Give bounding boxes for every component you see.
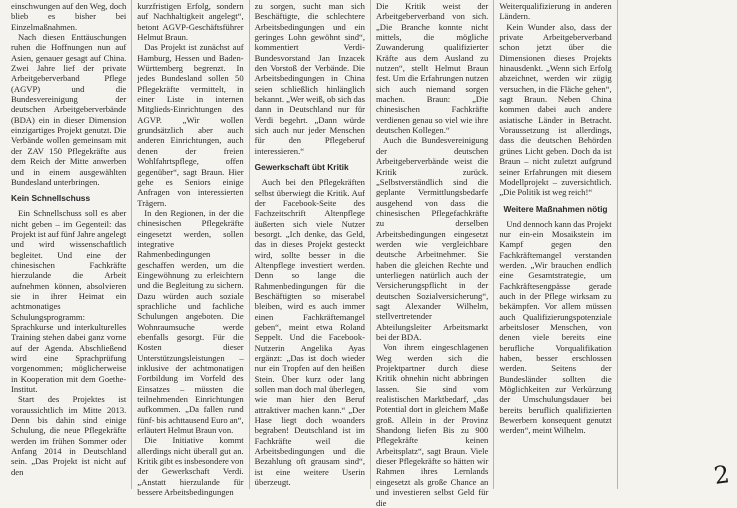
article-paragraph: Und dennoch kann das Projekt nur ein-ein Mosaikstein im Kampf gegen den Fachkräftemangel verstanden werden. „Wir brauchen endlich eine Gesamtstrategie, um Fachkräftesengpässe gerade auch in der Pflege wirksam zu bekämpfen. Vor allem müssen auch Qualifizierungspotenziale arbeitsloser Menschen, von denen viele bereits eine berufliche Vorqualifikation haben, besser erschlossen werden. Seitens der Bundesländer sollten die Möglichkeiten zur Verkürzung der Umschulungsdauer bei bereits beruflich qualifizierten Bewerbern konsequent genutzt werden“, meint Wilhelm. xyxy=(499,218,612,436)
page-number: 2 xyxy=(711,460,731,490)
article-paragraph: Kein Wunder also, dass der private Arbeitgeberverband schon jetzt über die Dimensionen dieses Projekts hinausdenkt. „Wenn sich Erfolg abzeichnet, werden wir zügig versuchen, in die Fläche gehen“, sagt Braun. Neben China kommen dabei auch andere asiatische Länder in Betracht. Voraussetzung ist allerdings, dass die deutschen Behörden grünes Licht geben. Doch da ist Braun – nicht zuletzt aufgrund seiner Erfahrungen mit diesem Modellprojekt – zuversichtlich. „Die Politik ist weg reich!“ xyxy=(499,21,612,198)
article-paragraph: Start des Projektes ist voraussichtlich im Mitte 2013. Denn bis dahin sind einige Schulung, die neue Pflegekräfte werden im frühen Sommer oder Anfang 2014 in Deutschland sein. „Das Projekt ist nicht auf den xyxy=(11,394,127,477)
column-3 xyxy=(250,0,371,489)
column-1 xyxy=(6,0,132,489)
article-paragraph: Auch die Bundesvereinigung der deutschen Arbeitgeberverbände weist die Kritik zurück. „Selbstverständlich sind die geplante Vermittlungsbedarfe ausgehend von dass die chinesischen Pflegefachkräfte zu derselben Arbeitsbedingungen eingesetzt werden wie vergleichbare deutsche Arbeitnehmer. Sie haben die gleichen Rechte und unterliegen natürlich auch der Versicherungspflicht in der deutschen Sozialversicherung“, sagt Alexander Wilhelm, stellvertretender Abteilungsleiter Arbeitsmarkt bei der BDA. xyxy=(375,135,489,342)
article-paragraph: Die Kritik weist der Arbeitgeberverband von sich. „Die Branche konnte nicht mittels, die mögliche Zuwanderung qualifizierter Kräfte aus dem Ausland zu nutzen“, stellt Helmut Braun fest. Um die Erfahrungen nutzen sich auch niemand sorgen machen. Braun: „Die chinesischen Fachkräfte verdienen genau so viel wie ihre deutschen Kollegen.“ xyxy=(375,1,489,136)
article-paragraph: Auch bei den Pflegekräften selbst überwiegt die Kritik. Auf der Facebook-Seite des Fachzeitschrift Altenpflege äußerten sich viele Nutzer besorgt. „Ich denke, das Geld, das in dieses Projekt gesteckt wird, sollte besser in die Altenpflege investiert werden. Denn so lange die Rahmenbedingungen für die Beschäftigten so miserabel bleiben, wird es auch immer einen Fachkräftemangel geben“, meint etwa Roland Seppelt. Und die Facebook-Nutzerin Angelika Ayas ergänzt: „Das ist doch wieder nur ein Tropfen auf den heißen Stein. Über kurz oder lang sollen man doch mal überlegen, wie man hier den Beruf attraktiver machen kann.“ „Der Hase liegt doch woanders begraben! Deutschland ist im Fachkräfte weil die Arbeitsbedingungen und die Bezahlung oft grausam sind“, ist eine weitere Userin überzeugt. xyxy=(254,177,365,488)
article-paragraph: zu sorgen, sucht man sich Beschäftigte, die schlechtere Arbeitsbedingungen und ein geringes Lohn gewöhnt sind“, kommentiert Verdi-Bundesvorstand Jan Inzacek den Vorstoß der Verbände. Die Arbeitsbedingungen in China seien schließlich hinlänglich bekannt. „Wer weiß, ob sich das dann in Deutschland nur für Verdi begehrt. „Dann würde sich auch nur jeder Menschen für den Pflegeberuf interessieren.“ xyxy=(254,1,365,156)
article-paragraph: Die Initiative kommt allerdings nicht überall gut an. Kritik gibt es insbesondere von der Gewerkschaft Verdi. „Anstatt hierzulande für bessere Arbeitsbedingungen xyxy=(137,435,244,498)
article-paragraph: Nach diesen Enttäuschungen ruhen die Hoffnungen nun auf Asien, genauer gesagt auf China. Zwei Jahre lief der private Arbeitgeberverband Pflege (AGVP) und die Bundesvereinigung der deutschen Arbeitgeberverbände (BDA) ein in dieser Dimension einzigartiges Projekt genutzt. Die Verbände wollen gemeinsam mit der ZAV 150 Pflegekräfte aus dem Reich der Mitte anwerben und in einem ausgewählten Bundesland unterbringen. xyxy=(11,32,127,187)
article-paragraph: kurzfristigen Erfolg, sondern auf Nachhaltigkeit angelegt“, betont AGVP-Geschäftsführer Helmut Braun. xyxy=(137,1,244,43)
column-2 xyxy=(132,0,249,498)
article-paragraph: einschwungen auf den Weg, doch blieb es bisher bei Einzelmaßnahmen. xyxy=(11,1,127,32)
section-heading: Weitere Maßnahmen nötig xyxy=(503,203,608,214)
article-paragraph: Von ihrem eingeschlagenen Weg werden sich die Projektpartner durch diese Kritik ohnehin nicht abbringen lassen. Sie sind vom realistischen Marktbedarf, „das Potential dort in gleichem Maße groß. Allein in der Provinz Shandong liefen Bis zu 900 Pflegekräfte keinen Arbeitsplatz“, sagt Braun. Viele dieser Pflegekräfte so hätten wir Rahmen ihres Lernlands eingesetzt als große Chance an und investieren selbst Geld für die xyxy=(375,342,489,508)
column-5 xyxy=(494,0,617,489)
section-heading: Gewerkschaft übt Kritik xyxy=(254,162,349,173)
article-paragraph: In den Regionen, in der die chinesischen Pflegekräfte eingesetzt werden, sollen integrative Rahmenbedingungen geschaffen werden, um die Eingewöhnung zu erleichtern und die Begleitung zu sichern. Dazu würden auch soziale sprachliche und fachliche Schulungen angeboten. Die Wohnraumsuche werde ebenfalls gesorgt. Für die Kosten dieser Unterstützungsleistungen – inklusive der achtmonatigen Fortbildung im Vorfeld des Einsatzes – müssten die teilnehmenden Einrichtungen aufkommen. „Da fallen rund fünf- bis achttausend Euro an“, erläutert Helmut Braun von. xyxy=(137,207,244,436)
article-paragraph: Das Projekt ist zunächst auf Hamburg, Hessen und Baden-Württemberg begrenzt. In jedes Bundesland sollen 50 Pflegekräfte vermittelt, in einer Liste in internen Mitglieds-Einrichtungen des AGVP. „Wir wollen grundsätzlich aber auch anderen Einrichtungen, auch denen der freien Wohlfahrtspflege, offen gegenüber“, sagt Braun. Hier gehe es Seniors einige Anfragen von interessierten Trägern. xyxy=(137,42,244,208)
column-6 xyxy=(618,0,733,489)
column-4 xyxy=(371,0,494,508)
article-paragraph: Weiterqualifizierung in anderen Ländern. xyxy=(499,1,612,22)
section-heading: Kein Schnellschuss xyxy=(11,193,91,204)
article-paragraph: Ein Schnellschuss soll es aber nicht geben – im Gegenteil: das Projekt ist auf fünf Jahre angelegt und wird wissenschaftlich begleitet. Und eine der chinesischen Fachkräfte hierzulande die Arbeit aufnehmen können, absolvieren sie in ihrer Heimat ein achtmonatiges Schulungsprogramm: Sprachkurse und interkulturelles Training stehen dabei ganz vorne auf der Agenda. Abschließend wird eine Sprachprüfung vorgenommen; möglicherweise in Kooperation mit dem Goethe-Institut. xyxy=(11,208,127,395)
